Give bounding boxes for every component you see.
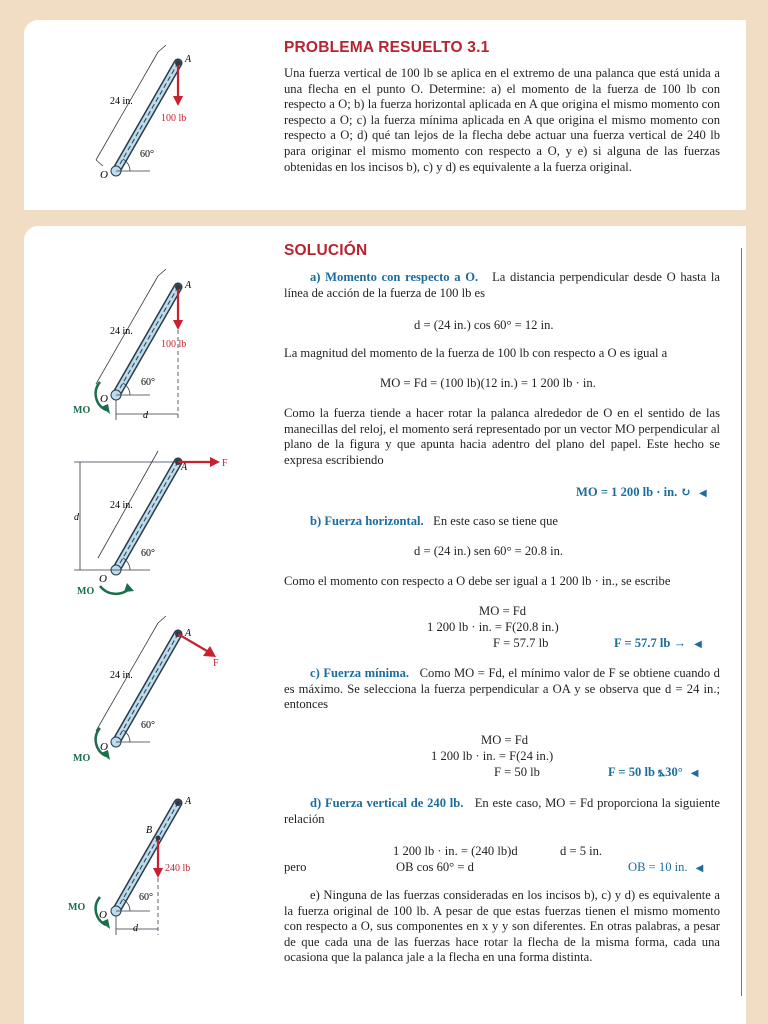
svg-text:O: O	[99, 909, 107, 921]
part-a-text3: Como la fuerza tiende a hacer rotar la palanca alrededor de O en el sentido de las manecillas del reloj, el momento será representado por un vector MO perpendicular al plano de la figura y que apunta hacia adentro del plano del papel. Este hecho se expresa escribiendo	[284, 406, 720, 467]
svg-text:F: F	[222, 458, 228, 469]
part-a-text1: La distancia perpendicular desde O hasta la línea de acción de la fuerza de 100 lb es	[284, 270, 720, 300]
part-a-intro	[284, 270, 720, 301]
point-b	[156, 836, 161, 841]
svg-text:24 in.: 24 in.	[110, 326, 133, 337]
part-d-answer: OB = 10 in. ◀	[628, 860, 704, 874]
part-c-intro	[284, 666, 720, 713]
label-length: 24 in.	[110, 96, 133, 107]
svg-text:MO: MO	[73, 753, 91, 764]
part-d-eq1: 1 200 lb · in. = (240 lb)d	[393, 844, 518, 858]
svg-text:O: O	[99, 573, 107, 585]
problem-statement: Una fuerza vertical de 100 lb se aplica en el extremo de una palanca que está unida a una flecha en el punto O. Determine: a) el momento de la fuerza de 100 lb con respecto a O; b) la fuerza horizontal aplicada en A que origina el mismo momento con respecto a O; c) la fuerza mínima aplicada en A que origina el mismo momento con respecto a O; d) qué tan lejos de la flecha debe actuar una fuerza vertical de 240 lb para originar el mismo momento con respecto a O, y e) si alguna de las fuerzas obtenidas en los incisos b), c) y d) es equivalente a la fuerza original.	[284, 66, 720, 174]
solution-title: SOLUCIÓN	[284, 242, 368, 259]
svg-text:24 in.: 24 in.	[110, 670, 133, 681]
part-d-heading: d) Fuerza vertical de 240 lb.	[310, 796, 464, 810]
svg-text:O: O	[100, 393, 108, 405]
part-b-intro	[284, 514, 720, 530]
svg-text:A: A	[181, 462, 188, 473]
figure-part-d	[0, 0, 300, 950]
svg-text:A: A	[185, 628, 192, 639]
part-d-eq1b: d = 5 in.	[560, 844, 603, 858]
part-a-text2: La magnitud del momento de la fuerza de 100 lb con respecto a O es igual a	[284, 346, 668, 360]
svg-text:d: d	[133, 923, 138, 934]
part-d-pero: pero	[284, 860, 307, 874]
divider-line	[741, 248, 742, 996]
part-a-eq1: d = (24 in.) cos 60° = 12 in.	[414, 318, 554, 332]
svg-text:60°: 60°	[141, 377, 155, 388]
label-a: A	[185, 54, 192, 65]
svg-text:A: A	[185, 796, 192, 807]
part-c-eq3: F = 50 lb	[494, 765, 540, 779]
part-c-text1: Como MO = Fd, el mínimo valor de F se obtiene cuando d es máximo. Se selecciona la fuerza perpendicular a OA y se observa que d = 24 in.; entonces	[284, 666, 720, 712]
part-e-text: e) Ninguna de las fuerzas consideradas en los incisos b), c) y d) es equivalente a la fuerza original de 100 lb. A pesar de que estas fuerzas tienen el mismo momento con respecto a O, sus componentes en x y y son diferentes. En otras palabras, a pesar de que cada una de las fuerzas hace rotar la flecha de la misma forma, cada una ocasiona que la palanca jale a la flecha en una forma distinta.	[284, 888, 720, 965]
label-o: O	[100, 169, 108, 181]
part-a-answer: MO = 1 200 lb · in. ↻ ◀	[576, 485, 707, 499]
svg-text:F: F	[213, 658, 219, 669]
svg-text:60°: 60°	[139, 892, 153, 903]
svg-text:MO: MO	[77, 586, 95, 597]
svg-text:O: O	[100, 741, 108, 753]
svg-text:d: d	[74, 512, 79, 523]
part-b-heading: b) Fuerza horizontal.	[310, 514, 424, 528]
part-b-answer: F = 57.7 lb → ◀	[614, 636, 702, 650]
part-d-text1: En este caso, MO = Fd proporciona la siguiente relación	[284, 796, 720, 826]
svg-text:24 in.: 24 in.	[110, 500, 133, 511]
part-b-eq3: 1 200 lb · in. = F(20.8 in.)	[427, 620, 559, 634]
part-a-heading: a) Momento con respecto a O.	[310, 270, 479, 284]
part-c-eq2: 1 200 lb · in. = F(24 in.)	[431, 749, 554, 763]
problem-title: PROBLEMA RESUELTO 3.1	[284, 39, 490, 56]
svg-text:B: B	[146, 825, 153, 836]
svg-text:MO: MO	[73, 405, 91, 416]
label-angle: 60°	[140, 149, 154, 160]
svg-text:60°: 60°	[141, 548, 155, 559]
part-b-text2: Como el momento con respecto a O debe ser igual a 1 200 lb · in., se escribe	[284, 574, 671, 588]
part-a-eq2: MO = Fd = (100 lb)(12 in.) = 1 200 lb · in.	[380, 376, 596, 390]
part-d-eq2: OB cos 60° = d	[396, 860, 474, 874]
svg-text:d: d	[143, 410, 148, 421]
part-c-heading: c) Fuerza mínima.	[310, 666, 410, 680]
svg-text:100 lb: 100 lb	[161, 339, 187, 350]
part-b-eq1: d = (24 in.) sen 60° = 20.8 in.	[414, 544, 564, 558]
part-b-text1: En este caso se tiene que	[433, 514, 558, 528]
part-b-eq2: MO = Fd	[479, 604, 526, 618]
part-d-intro	[284, 796, 720, 827]
part-c-answer: F = 50 lb ⦩30° ◀	[608, 765, 699, 779]
part-b-eq4: F = 57.7 lb	[493, 636, 549, 650]
svg-text:60°: 60°	[141, 720, 155, 731]
part-c-eq1: MO = Fd	[481, 733, 528, 747]
svg-text:240 lb: 240 lb	[165, 863, 191, 874]
svg-text:A: A	[185, 280, 192, 291]
svg-text:MO: MO	[68, 902, 86, 913]
label-force: 100 lb	[161, 113, 187, 124]
